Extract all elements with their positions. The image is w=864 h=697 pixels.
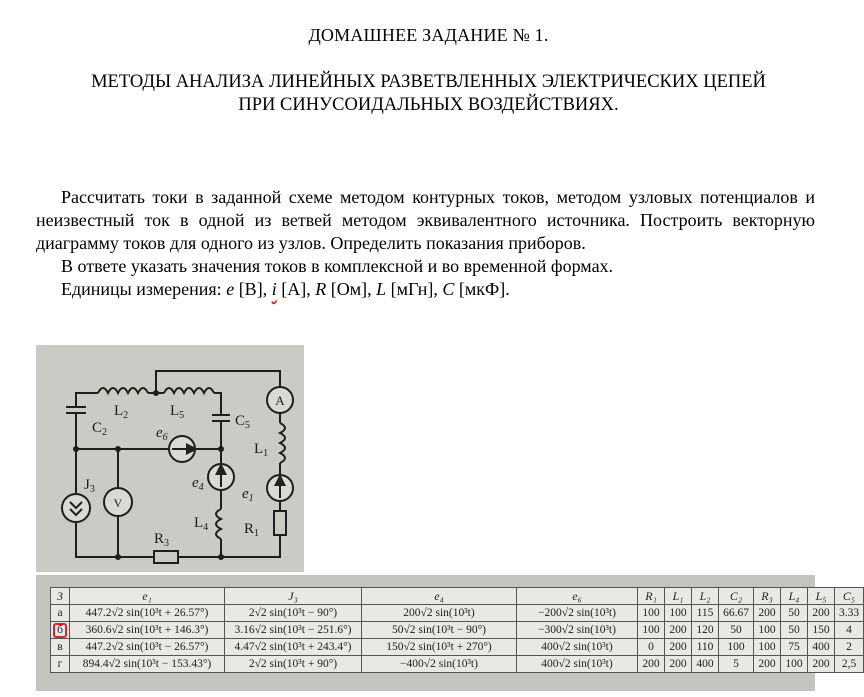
table-cell: 200 [754,656,781,673]
table-cell: 66.67 [719,605,754,622]
table-header-cell: C₂ [719,588,754,605]
table-cell: 2,5 [835,656,864,673]
table-cell: 400√2 sin(10³t) [517,656,638,673]
label-e1: $e_1$ [242,486,254,504]
table-header-cell: 3 [51,588,70,605]
task-paragraph: Рассчитать токи в заданной схеме методом контурных токов, методом узловых потенциалов и неизвестный ток в одной из ветвей методом эквивалентного источника. Построить векторную диаграмму токов для одного из узлов. Определить показания приборов. [36,187,815,253]
unit-i: [А], [276,279,316,299]
table-row [51,605,864,622]
label-J3: $J_3$ [84,477,95,495]
table-cell: 200 [665,639,692,656]
unit-e: [В], [234,279,272,299]
table-header-cell: L₄ [781,588,808,605]
label-L2: $L_2$ [114,403,129,421]
variants-table [50,587,864,673]
table-header-cell: e₁ [70,588,225,605]
table-cell: 110 [692,639,719,656]
table-cell: 5 [719,656,754,673]
unit-symbol-l: L [376,279,387,299]
table-cell: 150√2 sin(10³t + 270°) [362,639,517,656]
table-cell: 75 [781,639,808,656]
label-C5: $C_5$ [235,413,251,431]
label-R1: $R_1$ [244,521,260,539]
table-cell: 100 [754,639,781,656]
variant-cell: а [51,605,70,622]
table-cell: 100 [638,605,665,622]
unit-c: [мкФ]. [454,279,510,299]
table-cell: 447.2√2 sin(10³t + 26.57°) [70,605,225,622]
table-cell: 4 [835,622,864,639]
table-cell: 50 [781,605,808,622]
table-cell: 50√2 sin(10³t − 90°) [362,622,517,639]
table-header-row [51,588,864,605]
circuit-diagram [36,345,304,572]
table-cell: 200 [665,622,692,639]
variants-table-photo [36,575,860,691]
table-cell: 3.33 [835,605,864,622]
table-cell: 200 [808,656,835,673]
circuit-photo [36,345,304,572]
units-paragraph [36,278,815,301]
table-cell: 200√2 sin(10³t) [362,605,517,622]
ammeter-label: A [275,393,285,408]
table-cell: 200 [754,605,781,622]
table-header-cell: L₂ [692,588,719,605]
table-cell: −200√2 sin(10³t) [517,605,638,622]
table-cell: 100 [781,656,808,673]
table-cell: 2√2 sin(10³t + 90°) [225,656,362,673]
unit-symbol-r: R [315,279,327,299]
label-e6: $e_6$ [156,425,168,443]
table-cell: 2√2 sin(10³t − 90°) [225,605,362,622]
table-cell: 4.47√2 sin(10³t + 243.4°) [225,639,362,656]
table-cell: 50 [781,622,808,639]
table-cell: 200 [638,656,665,673]
homework-heading: ДОМАШНЕЕ ЗАДАНИЕ № 1. [308,25,549,45]
label-L5: $L_5$ [170,403,185,421]
selected-variant-marker: б [53,623,67,638]
table-cell: 2 [835,639,864,656]
table-header-cell: e₆ [517,588,638,605]
table-header-cell: J₃ [225,588,362,605]
table-header-cell: e₄ [362,588,517,605]
label-L1: $L_1$ [254,441,269,459]
table-cell: 894.4√2 sin(10³t − 153.43°) [70,656,225,673]
table-cell: 200 [808,605,835,622]
unit-symbol-e: e [226,279,235,299]
table-row [51,622,864,639]
unit-r: [Ом], [326,279,377,299]
table-cell: 100 [638,622,665,639]
title-line-1: МЕТОДЫ АНАЛИЗА ЛИНЕЙНЫХ РАЗВЕТВЛЕННЫХ ЭЛЕКТРИЧЕСКИХ ЦЕПЕЙ [91,72,766,92]
table-header-cell: R₁ [638,588,665,605]
table-row [51,639,864,656]
table-cell: 400 [808,639,835,656]
table-cell: 0 [638,639,665,656]
table-header-cell: R₃ [754,588,781,605]
answer-paragraph: В ответе указать значения токов в комплексной и во временной формах. [61,256,614,276]
table-header-cell: L₁ [665,588,692,605]
table-cell: 200 [665,656,692,673]
variant-cell: г [51,656,70,673]
table-cell: 100 [665,605,692,622]
table-cell: 360.6√2 sin(10³t + 146.3°) [70,622,225,639]
table-cell: −300√2 sin(10³t) [517,622,638,639]
variant-cell [51,622,70,639]
unit-l: [мГн], [386,279,443,299]
variant-cell: в [51,639,70,656]
table-cell: 3.16√2 sin(10³t − 251.6°) [225,622,362,639]
table-cell: −400√2 sin(10³t) [362,656,517,673]
unit-symbol-c: C [442,279,455,299]
table-cell: 150 [808,622,835,639]
table-row [51,656,864,673]
title-line-2: ПРИ СИНУСОИДАЛЬНЫХ ВОЗДЕЙСТВИЯХ. [238,95,619,115]
label-C2: $C_2$ [92,420,108,438]
table-cell: 50 [719,622,754,639]
table-cell: 400 [692,656,719,673]
units-prefix: Единицы измерения: [61,279,227,299]
table-cell: 115 [692,605,719,622]
voltmeter-label: V [113,496,123,510]
assignment-title [0,71,857,117]
label-e4: $e_4$ [192,475,204,493]
table-cell: 447.2√2 sin(10³t − 26.57°) [70,639,225,656]
label-L4: $L_4$ [194,515,209,533]
table-cell: 120 [692,622,719,639]
table-cell: 100 [754,622,781,639]
table-header-cell: C₅ [835,588,864,605]
task-text [36,186,815,301]
label-R3: $R_3$ [154,531,170,549]
table-cell: 100 [719,639,754,656]
table-header-cell: L₅ [808,588,835,605]
table-cell: 400√2 sin(10³t) [517,639,638,656]
unit-symbol-i: i [271,279,277,299]
